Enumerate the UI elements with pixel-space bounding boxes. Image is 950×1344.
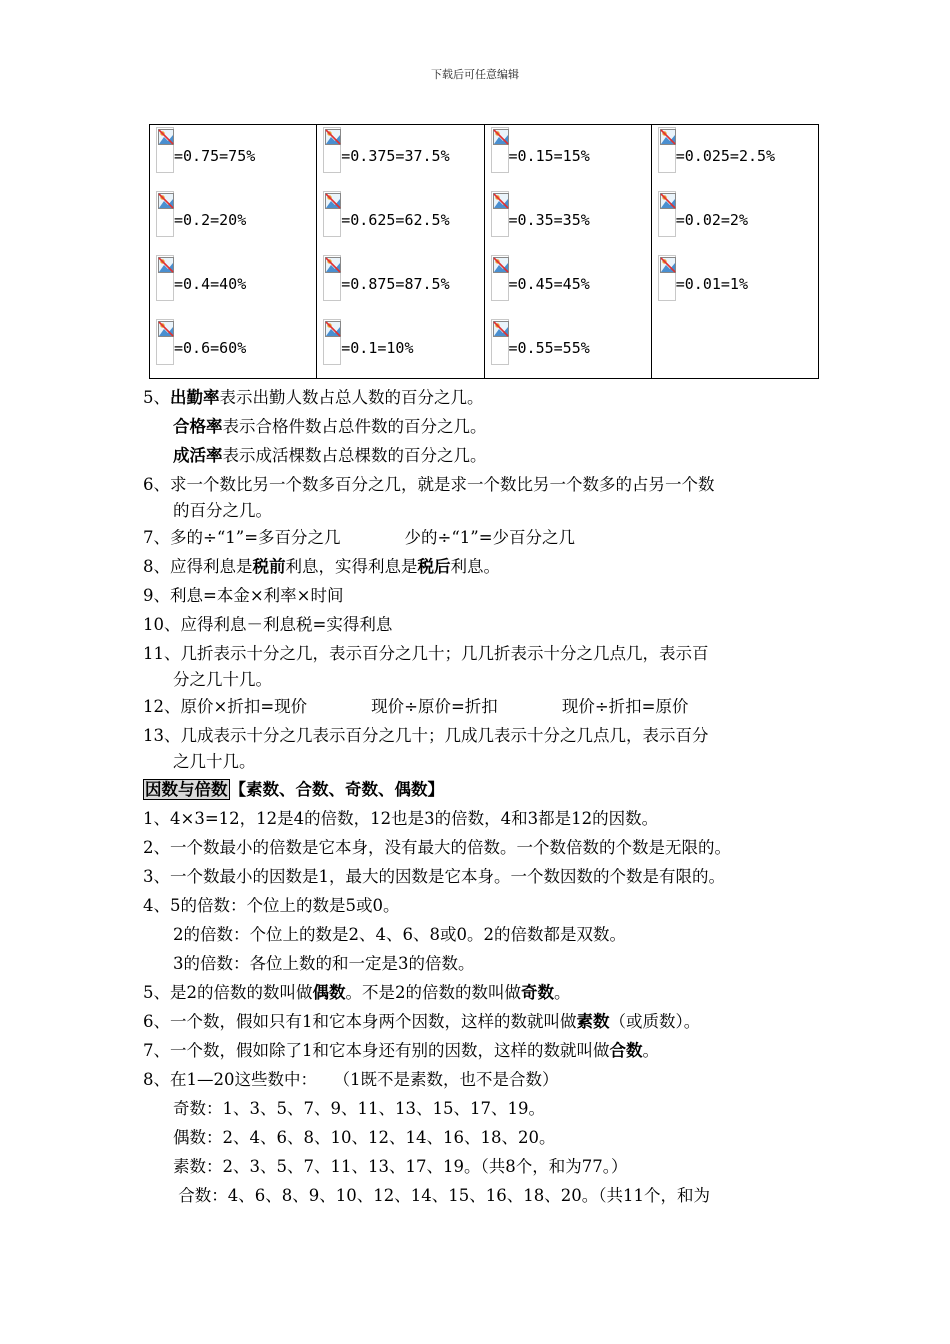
factor-8-composite: 合数：4、6、8、9、10、12、14、15、16、18、20。（共11个，和为 <box>173 1186 710 1205</box>
factor-4-line-1: 4、5的倍数：个位上的数是5或0。 <box>143 896 400 915</box>
factor-8-prime: 素数：2、3、5、7、11、13、17、19。（共8个，和为77。） <box>173 1157 628 1176</box>
table-column-3 <box>484 125 651 379</box>
table-column-1 <box>150 125 317 379</box>
note-13-line-2: 之几十几。 <box>173 752 256 771</box>
broken-image-icon <box>323 255 341 301</box>
table-column-2 <box>317 125 484 379</box>
conversion-text: =0.15=15% <box>508 147 590 165</box>
broken-image-icon <box>658 191 676 237</box>
table-entry <box>491 191 590 239</box>
note-10: 10、应得利息－利息税=实得利息 <box>143 615 393 634</box>
conversion-text: =0.01=1% <box>675 275 748 293</box>
note-11-line-2: 分之几十几。 <box>173 670 272 689</box>
section-title: 因数与倍数 <box>145 780 228 799</box>
factor-3: 3、一个数最小的因数是1，最大的因数是它本身。一个数因数的个数是有限的。 <box>143 867 725 886</box>
broken-image-icon <box>156 319 174 365</box>
section-subtitle: 【素数、合数、奇数、偶数】 <box>229 780 444 799</box>
conversion-text: =0.2=20% <box>174 211 247 229</box>
table-column-4 <box>651 125 818 379</box>
factor-5: 5、是2的倍数的数叫做偶数。不是2的倍数的数叫做奇数。 <box>143 983 571 1002</box>
conversion-text: =0.35=35% <box>508 211 590 229</box>
broken-image-icon <box>323 127 341 173</box>
note-12: 12、原价×折扣=现价 现价÷原价=折扣 现价÷折扣=原价 <box>143 697 689 716</box>
conversion-text: =0.6=60% <box>174 339 247 357</box>
table-entry <box>658 255 748 303</box>
conversion-text: =0.02=2% <box>675 211 748 229</box>
table-entry <box>491 255 590 303</box>
note-5-line-1: 5、出勤率表示出勤人数占总人数的百分之几。 <box>143 388 484 407</box>
table-entry <box>323 319 413 367</box>
table-entry <box>658 127 775 175</box>
conversion-text: =0.45=45% <box>508 275 590 293</box>
conversion-text: =0.375=37.5% <box>341 147 450 165</box>
broken-image-icon <box>323 191 341 237</box>
conversion-text: =0.1=10% <box>341 339 414 357</box>
broken-image-icon <box>658 127 676 173</box>
table-entry <box>323 191 449 239</box>
note-5-line-2: 合格率表示合格件数占总件数的百分之几。 <box>173 417 487 436</box>
note-5-line-3: 成活率表示成活棵数占总棵数的百分之几。 <box>173 446 487 465</box>
conversion-text: =0.4=40% <box>174 275 247 293</box>
conversion-text: =0.625=62.5% <box>341 211 450 229</box>
factor-8-even: 偶数：2、4、6、8、10、12、14、16、18、20。 <box>173 1128 556 1147</box>
note-11-line-1: 11、几折表示十分之几，表示百分之几十；几几折表示十分之几点几，表示百 <box>143 644 709 663</box>
table-entry <box>156 255 246 303</box>
note-7: 7、多的÷“1”=多百分之几 少的÷“1”=少百分之几 <box>143 528 576 547</box>
note-13-line-1: 13、几成表示十分之几表示百分之几十；几成几表示十分之几点几，表示百分 <box>143 726 709 745</box>
note-6-line-1: 6、求一个数比另一个数多百分之几，就是求一个数比另一个数多的占另一个数 <box>143 475 715 494</box>
broken-image-icon <box>156 191 174 237</box>
table-entry <box>156 319 246 367</box>
broken-image-icon <box>658 255 676 301</box>
conversion-text: =0.75=75% <box>174 147 256 165</box>
table-entry <box>156 191 246 239</box>
page-header: 下载后可任意编辑 <box>431 68 519 81</box>
factor-7: 7、一个数，假如除了1和它本身还有别的因数，这样的数就叫做合数。 <box>143 1041 659 1060</box>
table-entry <box>491 127 590 175</box>
broken-image-icon <box>491 255 509 301</box>
factor-8-odd: 奇数：1、3、5、7、9、11、13、15、17、19。 <box>173 1099 545 1118</box>
note-9: 9、利息=本金×利率×时间 <box>143 586 344 605</box>
note-6-line-2: 的百分之几。 <box>173 501 272 520</box>
section-heading <box>143 776 444 800</box>
table-entry <box>156 127 255 175</box>
factor-1: 1、4×3=12，12是4的倍数，12也是3的倍数，4和3都是12的因数。 <box>143 809 659 828</box>
conversion-text: =0.55=55% <box>508 339 590 357</box>
table-entry <box>658 191 748 239</box>
fraction-conversion-table <box>149 124 819 379</box>
broken-image-icon <box>156 127 174 173</box>
factor-8: 8、在1—20这些数中： （1既不是素数，也不是合数） <box>143 1070 559 1089</box>
broken-image-icon <box>491 319 509 365</box>
factor-2: 2、一个数最小的倍数是它本身，没有最大的倍数。一个数倍数的个数是无限的。 <box>143 838 731 857</box>
table-entry <box>323 255 449 303</box>
note-8: 8、应得利息是税前利息，实得利息是税后利息。 <box>143 557 500 576</box>
broken-image-icon <box>323 319 341 365</box>
factor-6: 6、一个数，假如只有1和它本身两个因数，这样的数就叫做素数（或质数）。 <box>143 1012 701 1031</box>
conversion-text: =0.875=87.5% <box>341 275 450 293</box>
table-entry <box>491 319 590 367</box>
factor-4-line-3: 3的倍数：各位上数的和一定是3的倍数。 <box>173 954 475 973</box>
broken-image-icon <box>156 255 174 301</box>
conversion-text: =0.025=2.5% <box>675 147 776 165</box>
broken-image-icon <box>491 127 509 173</box>
broken-image-icon <box>491 191 509 237</box>
table-entry <box>323 127 449 175</box>
factor-4-line-2: 2的倍数：个位上的数是2、4、6、8或0。2的倍数都是双数。 <box>173 925 626 944</box>
